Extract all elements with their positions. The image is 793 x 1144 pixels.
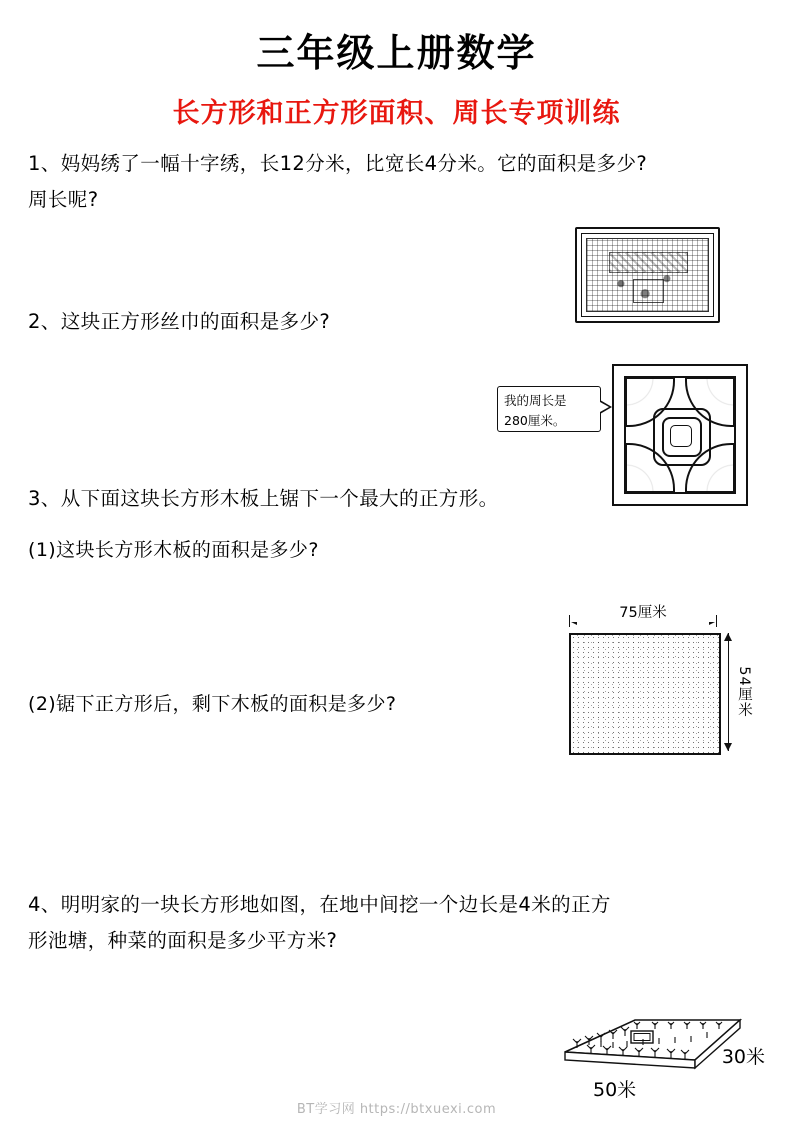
footer-watermark: BT学习网 https://btxuexi.com [296, 1102, 497, 1117]
board-width-label: 75厘米 [569, 601, 717, 622]
question-1-line-1: 1、妈妈绣了一幅十字绣，长12分米，比宽长4分米。它的面积是多少? [28, 152, 648, 175]
question-1-line-2: 周长呢? [28, 188, 99, 211]
speech-bubble [497, 386, 601, 432]
wooden-board-figure [560, 607, 760, 759]
question-3-sub-2: (2)锯下正方形后，剩下木板的面积是多少? [28, 693, 397, 715]
fenced-field-figure [535, 990, 765, 1100]
arrow-down-icon [724, 743, 732, 751]
question-3-sub-1: (1)这块长方形木板的面积是多少? [28, 539, 319, 561]
speech-bubble-tail-fill [600, 402, 609, 412]
question-4-line-2: 形池塘，种菜的面积是多少平方米? [28, 929, 338, 952]
square-scarf-figure [612, 364, 748, 506]
picture-frame-inner-embroidery [586, 238, 709, 312]
cross-stitch-figure [575, 227, 720, 323]
field-depth-label: 30米 [721, 1046, 765, 1068]
board-rectangle [569, 633, 721, 755]
dimension-line-vertical [728, 633, 729, 751]
speech-bubble-line-1: 我的周长是 [504, 393, 567, 408]
question-3-line-1: 3、从下面这块长方形木板上锯下一个最大的正方形。 [28, 487, 499, 510]
field-width-label: 50米 [593, 1079, 637, 1101]
page-title: 三年级上册数学 [256, 31, 537, 75]
board-height-dimension [728, 633, 752, 751]
speech-bubble-line-2: 280厘米。 [504, 413, 566, 428]
scarf-center-ring-inner [670, 425, 692, 447]
board-width-dimension [569, 605, 717, 622]
page-subtitle: 长方形和正方形面积、周长专项训练 [172, 98, 621, 129]
tick-right [716, 615, 717, 627]
tick-left [569, 615, 570, 627]
worksheet-page [0, 22, 793, 1144]
question-2-line-1: 2、这块正方形丝巾的面积是多少? [28, 310, 331, 333]
arrow-up-icon [724, 633, 732, 641]
question-4-line-1: 4、明明家的一块长方形地如图，在地中间挖一个边长是4米的正方 [28, 893, 611, 916]
board-height-label: 54厘米 [736, 666, 752, 718]
